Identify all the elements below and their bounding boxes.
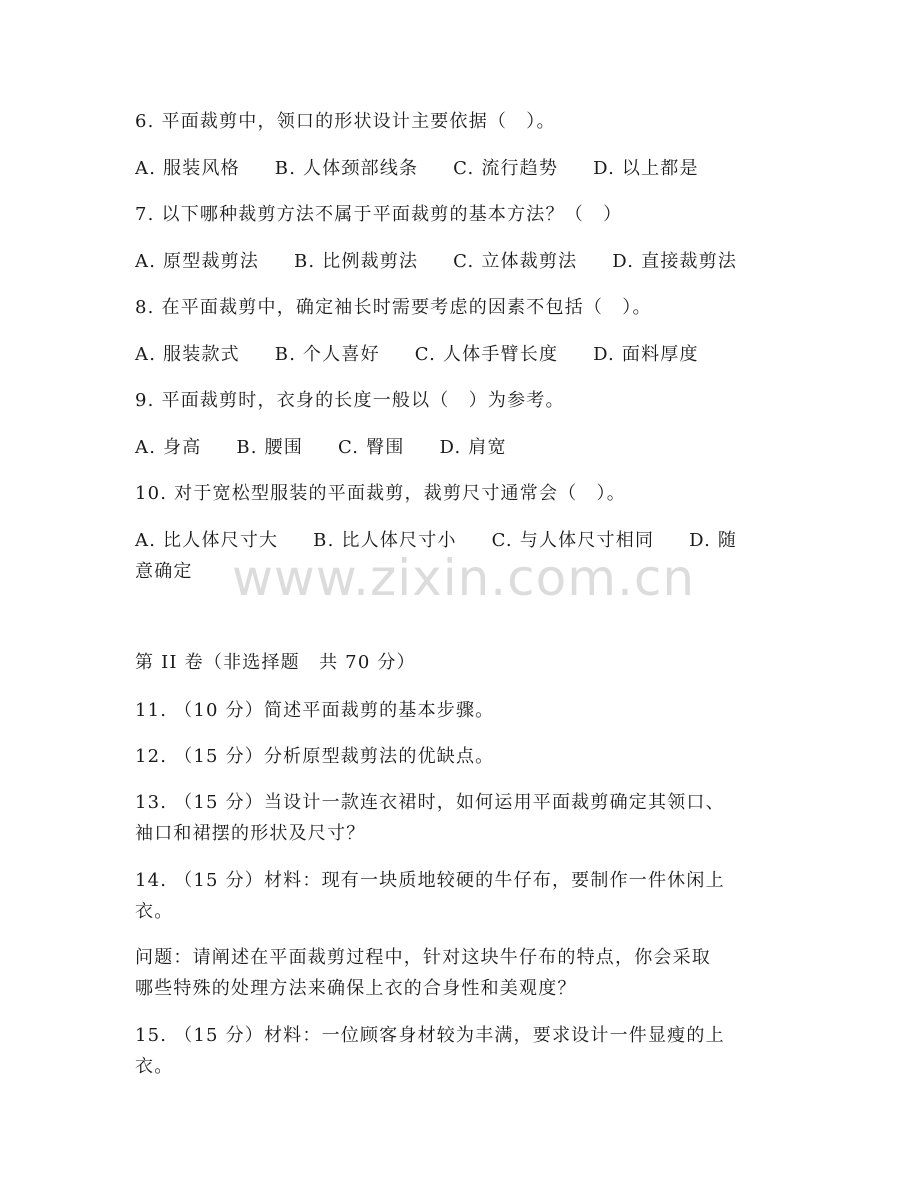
q15-text-line2: 衣。 xyxy=(135,1056,174,1077)
q9-stem: 9. 平面裁剪时，衣身的长度一般以（ ）为参考。 xyxy=(135,390,565,411)
q10-options-continued: 意确定 xyxy=(135,561,193,582)
q7-option-a: A. 原型裁剪法 xyxy=(135,251,260,272)
watermark: www.zixin.com.cn xyxy=(232,549,696,607)
q7-stem: 7. 以下哪种裁剪方法不属于平面裁剪的基本方法？（ ） xyxy=(135,204,623,225)
q6-option-c: C. 流行趋势 xyxy=(453,158,559,179)
q7-options xyxy=(135,250,737,274)
q11-text: 11. （10 分）简述平面裁剪的基本步骤。 xyxy=(135,700,495,721)
q8-options xyxy=(135,343,699,367)
q9-option-c: C. 臀围 xyxy=(337,437,405,458)
q10-option-b: B. 比人体尺寸小 xyxy=(313,530,457,551)
q8-option-b: B. 个人喜好 xyxy=(274,344,380,365)
q8-option-a: A. 服装款式 xyxy=(135,344,240,365)
q14-text-line1: 14. （15 分）材料：现有一块质地较硬的牛仔布，要制作一件休闲上 xyxy=(135,870,725,891)
q8-option-d: D. 面料厚度 xyxy=(593,344,699,365)
q9-options xyxy=(135,436,507,460)
q10-stem: 10. 对于宽松型服装的平面裁剪，裁剪尺寸通常会（ ）。 xyxy=(135,483,626,504)
q8-option-c: C. 人体手臂长度 xyxy=(414,344,559,365)
q10-option-d: D. 随 xyxy=(689,530,738,551)
q10-option-a: A. 比人体尺寸大 xyxy=(135,530,279,551)
q9-option-b: B. 腰围 xyxy=(236,437,304,458)
q7-option-d: D. 直接裁剪法 xyxy=(612,251,738,272)
q6-options xyxy=(135,157,699,181)
q7-option-b: B. 比例裁剪法 xyxy=(293,251,419,272)
q13-text-line2: 袖口和裙摆的形状及尺寸？ xyxy=(135,823,366,844)
q10-option-c: C. 与人体尺寸相同 xyxy=(491,530,655,551)
q6-option-b: B. 人体颈部线条 xyxy=(274,158,419,179)
q13-text-line1: 13. （15 分）当设计一款连衣裙时，如何运用平面裁剪确定其领口、 xyxy=(135,792,725,813)
q6-option-a: A. 服装风格 xyxy=(135,158,240,179)
q6-stem: 6. 平面裁剪中，领口的形状设计主要依据（ ）。 xyxy=(135,111,556,132)
q7-option-c: C. 立体裁剪法 xyxy=(453,251,578,272)
q6-option-d: D. 以上都是 xyxy=(593,158,699,179)
q12-text: 12. （15 分）分析原型裁剪法的优缺点。 xyxy=(135,746,495,767)
q15-text-line1: 15. （15 分）材料：一位顾客身材较为丰满，要求设计一件显瘦的上 xyxy=(135,1025,725,1046)
q14-question-line1: 问题：请阐述在平面裁剪过程中，针对这块牛仔布的特点，你会采取 xyxy=(135,947,711,968)
q9-option-a: A. 身高 xyxy=(135,437,202,458)
q8-stem: 8. 在平面裁剪中，确定袖长时需要考虑的因素不包括（ ）。 xyxy=(135,297,652,318)
q9-option-d: D. 肩宽 xyxy=(439,437,507,458)
q14-text-line2: 衣。 xyxy=(135,901,174,922)
section2-title: 第 II 卷（非选择题 共 70 分） xyxy=(135,652,416,673)
q14-question-line2: 哪些特殊的处理方法来确保上衣的合身性和美观度？ xyxy=(135,978,577,999)
